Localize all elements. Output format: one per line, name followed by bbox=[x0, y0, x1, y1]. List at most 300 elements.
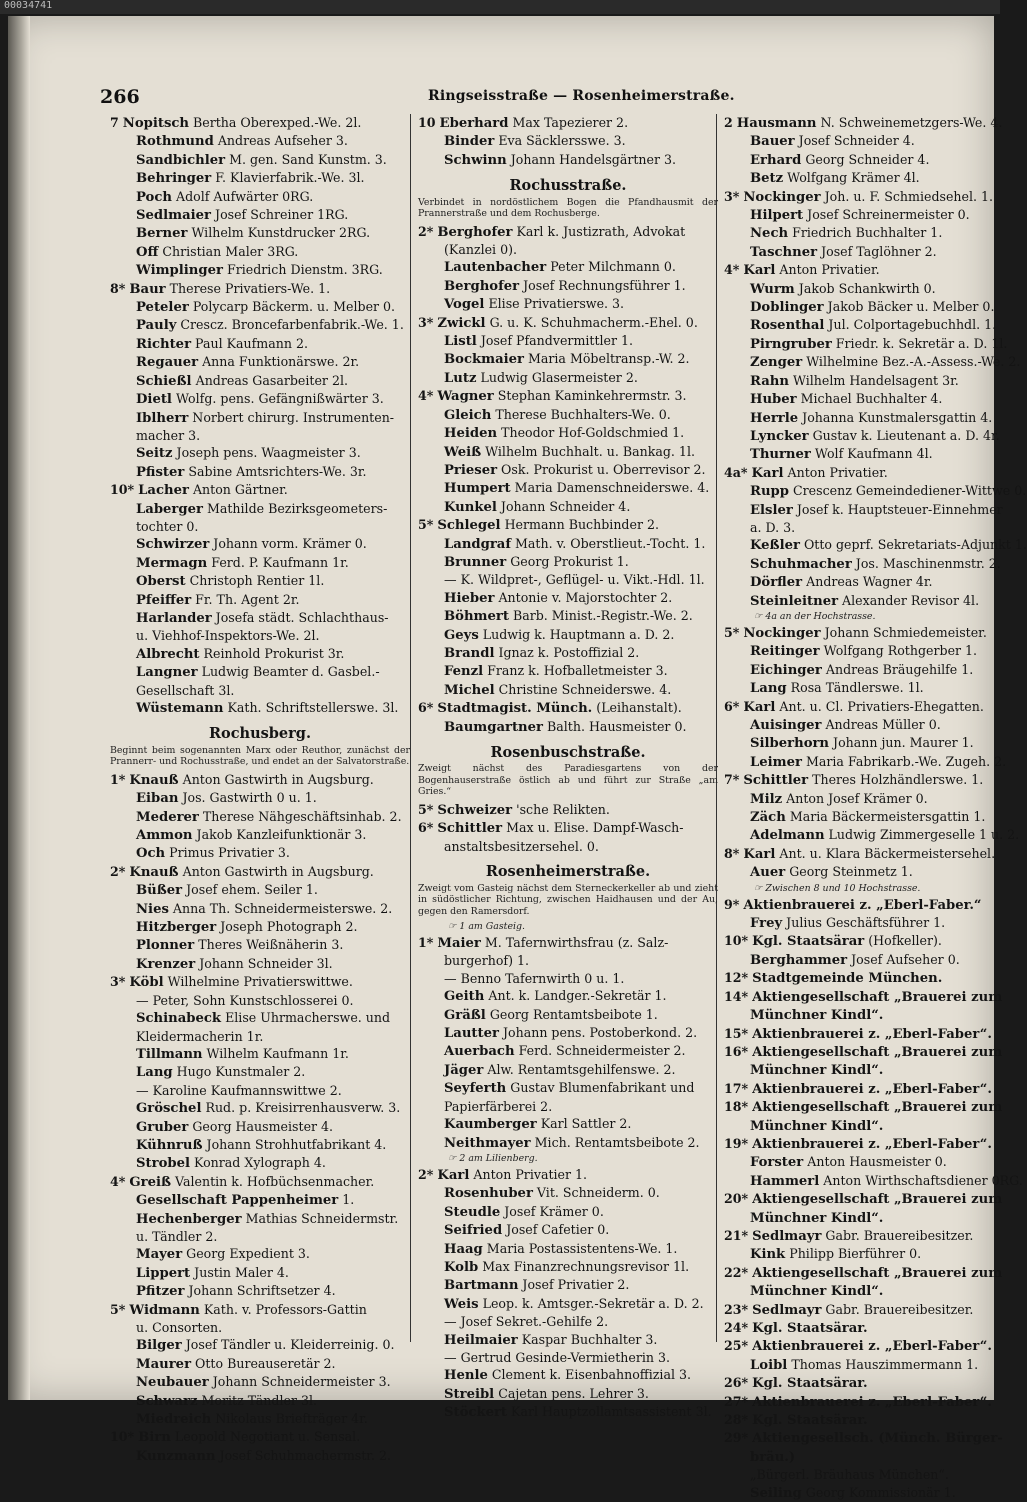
resident-details: Georg Hausmeister 4. bbox=[192, 1118, 334, 1134]
resident-entry bbox=[418, 681, 718, 699]
resident-entry bbox=[724, 826, 1020, 844]
resident-entry bbox=[724, 372, 1000, 390]
resident-entry bbox=[724, 1043, 1003, 1061]
resident-entry bbox=[110, 1028, 410, 1045]
house-number: 10* bbox=[110, 1429, 135, 1445]
resident-name: Landgraf bbox=[444, 536, 512, 552]
resident-name: Pfister bbox=[136, 464, 185, 480]
resident-details: Anton Josef Krämer 0. bbox=[786, 790, 928, 806]
resident-name: Peteler bbox=[136, 300, 189, 316]
resident-entry bbox=[724, 132, 1000, 150]
resident-entry bbox=[110, 132, 410, 150]
resident-details: a. D. 3. bbox=[750, 519, 796, 535]
resident-name: Behringer bbox=[136, 171, 212, 187]
resident-entry bbox=[418, 589, 718, 607]
resident-name: Michel bbox=[444, 682, 495, 698]
resident-name: Nech bbox=[750, 226, 789, 242]
resident-entry bbox=[110, 188, 410, 206]
resident-name: Geys bbox=[444, 627, 479, 643]
resident-entry bbox=[110, 335, 410, 353]
resident-name: Huber bbox=[750, 392, 797, 408]
resident-details: Franz k. Hofballetmeister 3. bbox=[487, 663, 668, 679]
house-number: 6* bbox=[418, 820, 434, 836]
resident-entry bbox=[110, 682, 410, 699]
resident-details: Karl k. Justizrath, Advokat bbox=[516, 223, 686, 239]
resident-entry bbox=[110, 955, 410, 973]
resident-entry bbox=[724, 1282, 1000, 1300]
resident-details: Leop. k. Amtsger.-Sekretär a. D. 2. bbox=[482, 1295, 704, 1311]
resident-name: Hechenberger bbox=[136, 1211, 242, 1227]
resident-entry bbox=[724, 642, 1000, 660]
resident-details: Jakob Kanzleifunktionär 3. bbox=[196, 827, 367, 843]
resident-name: Stadtgemeinde München. bbox=[752, 971, 943, 987]
resident-entry bbox=[110, 1282, 410, 1300]
resident-name: Thurner bbox=[750, 447, 811, 463]
resident-details: Maria Bäckermeistersgattin 1. bbox=[789, 809, 986, 825]
resident-details: Kaspar Buchhalter 3. bbox=[521, 1331, 658, 1347]
resident-details: Alexander Revisor 4l. bbox=[842, 592, 980, 608]
resident-entry bbox=[418, 223, 718, 241]
resident-name: Knauß bbox=[129, 772, 179, 788]
resident-name: Maurer bbox=[136, 1356, 192, 1372]
resident-name: Elsler bbox=[750, 502, 793, 518]
resident-entry bbox=[110, 808, 410, 826]
resident-name: Seitz bbox=[136, 446, 173, 462]
resident-details: Josef Rechnungsführer 1. bbox=[523, 277, 686, 293]
resident-details: Ludwig Glasermeister 2. bbox=[480, 369, 638, 385]
resident-entry bbox=[418, 1024, 718, 1042]
resident-name: Off bbox=[136, 244, 159, 260]
street-description: Verbindet in nordöstlichem Bogen die Pfandhausmit der Prannerstraße und dem Rochusberge. bbox=[418, 196, 718, 220]
resident-details: Antonie v. Majorstochter 2. bbox=[498, 589, 673, 605]
resident-details: Otto Bureauseretär 2. bbox=[195, 1355, 336, 1371]
resident-name: Schlegel bbox=[437, 518, 501, 534]
resident-entry bbox=[110, 1245, 410, 1263]
resident-entry bbox=[110, 826, 410, 844]
resident-entry bbox=[110, 881, 410, 899]
resident-entry bbox=[418, 1042, 718, 1060]
resident-entry bbox=[724, 1411, 1000, 1429]
resident-details: u. Tändler 2. bbox=[136, 1228, 218, 1244]
resident-details: Georg Kommissionär 1. bbox=[805, 1484, 956, 1500]
house-number: 21* bbox=[724, 1227, 749, 1243]
resident-name: Brunner bbox=[444, 554, 507, 570]
resident-name: Langner bbox=[136, 665, 198, 681]
resident-name: Brandl bbox=[444, 645, 495, 661]
resident-details: Josef Privatier 2. bbox=[522, 1277, 630, 1293]
resident-details: Ludwig k. Hauptmann a. D. 2. bbox=[482, 626, 675, 642]
resident-name: Aktiengesellsch. (Münch. Bürger- bbox=[752, 1431, 1003, 1447]
resident-details: Maria Fabrikarb.-We. Zugeh. 2. bbox=[805, 753, 1007, 769]
resident-name: Rahn bbox=[750, 373, 789, 389]
resident-entry bbox=[418, 1098, 718, 1115]
resident-details: Wilhelm Kunstdrucker 2RG. bbox=[191, 225, 371, 241]
resident-name: Seifried bbox=[444, 1223, 503, 1239]
house-number: 7 bbox=[110, 115, 119, 130]
resident-entry bbox=[418, 114, 718, 132]
resident-details: Josef Aufseher 0. bbox=[851, 951, 960, 967]
resident-name: Rosenhuber bbox=[444, 1186, 533, 1202]
resident-name: Aktienbrauerei z. „Eberl-Faber.“ bbox=[743, 897, 982, 913]
location-marker: ☞ 4a an der Hochstrasse. bbox=[754, 610, 876, 622]
resident-name: Aktienbrauerei z. „Eberl-Faber“. bbox=[752, 1026, 992, 1042]
resident-entry bbox=[418, 132, 718, 150]
resident-details: Josef k. Hauptsteuer-Einnehmer bbox=[796, 501, 1003, 517]
resident-details: Jakob Bäcker u. Melber 0. bbox=[827, 299, 995, 315]
resident-details: Polycarp Bäckerm. u. Melber 0. bbox=[192, 299, 396, 315]
resident-details: Elise Uhrmacherswe. und bbox=[225, 1010, 391, 1026]
resident-entry bbox=[724, 716, 1000, 734]
resident-name: Frey bbox=[750, 916, 783, 932]
resident-name: Lutz bbox=[444, 370, 477, 386]
resident-details: Max u. Elise. Dampf-Wasch- bbox=[506, 820, 684, 836]
resident-entry bbox=[110, 463, 410, 481]
resident-entry bbox=[418, 479, 718, 497]
resident-name: Auisinger bbox=[750, 718, 822, 733]
resident-name: bräu.) bbox=[750, 1449, 796, 1465]
resident-name: Aktiengesellschaft „Brauerei zum bbox=[752, 1192, 1003, 1208]
resident-details: Justin Maler 4. bbox=[194, 1264, 289, 1280]
resident-entry bbox=[418, 1184, 718, 1202]
resident-entry bbox=[110, 481, 410, 499]
resident-entry bbox=[724, 771, 1000, 789]
resident-details: Anton Privatier. bbox=[787, 464, 888, 480]
resident-name: Schuhmacher bbox=[750, 556, 852, 572]
resident-details: Josef Schneider 4. bbox=[798, 133, 915, 149]
resident-name: Aktiengesellschaft „Brauerei zum bbox=[752, 1265, 1003, 1281]
resident-name: Seyferth bbox=[444, 1081, 507, 1097]
resident-name: Pfitzer bbox=[136, 1284, 185, 1300]
resident-name: Rothmund bbox=[136, 134, 214, 150]
resident-details: Christian Maler 3RG. bbox=[162, 243, 299, 259]
resident-name: Gröschel bbox=[136, 1101, 202, 1117]
resident-name: Hausmann bbox=[736, 116, 817, 131]
resident-entry bbox=[110, 663, 410, 681]
resident-name: Baumgartner bbox=[444, 719, 543, 735]
resident-entry bbox=[724, 464, 1000, 482]
house-number: 2* bbox=[418, 1166, 434, 1182]
resident-entry bbox=[418, 607, 718, 625]
resident-entry bbox=[724, 501, 1003, 519]
resident-name: Binder bbox=[444, 134, 495, 150]
resident-name: Albrecht bbox=[136, 646, 200, 662]
resident-name: Bartmann bbox=[444, 1278, 519, 1294]
house-number: 4* bbox=[724, 262, 740, 278]
resident-details: Maria Damenschneiderswe. 4. bbox=[514, 480, 710, 496]
resident-entry bbox=[724, 624, 1000, 642]
resident-name: Lippert bbox=[136, 1265, 191, 1281]
resident-name: Stadtmagist. Münch. bbox=[437, 701, 593, 717]
house-number: 14* bbox=[724, 988, 749, 1004]
resident-entry bbox=[110, 535, 410, 553]
resident-details: Ant. u. Klara Bäckermeistersehel. bbox=[779, 845, 996, 861]
resident-entry bbox=[110, 627, 410, 644]
resident-details: Jul. Colportagebuchhdl. 1. bbox=[828, 317, 997, 333]
resident-details: Gesellschaft 3l. bbox=[136, 682, 235, 698]
running-head: Ringseisstraße — Rosenheimerstraße. bbox=[428, 88, 735, 104]
resident-name: Aktiengesellschaft „Brauerei zum bbox=[752, 1044, 1003, 1060]
resident-name: Münchner Kindl“. bbox=[750, 1008, 884, 1024]
house-number: 10* bbox=[110, 482, 135, 498]
resident-entry bbox=[724, 1319, 1000, 1337]
resident-entry bbox=[110, 973, 410, 991]
resident-details: Andreas Wagner 4r. bbox=[806, 574, 933, 590]
resident-name: Strobel bbox=[136, 1156, 190, 1172]
resident-entry bbox=[110, 500, 410, 518]
resident-entry bbox=[724, 1135, 1000, 1153]
resident-name: Zwickl bbox=[437, 315, 486, 331]
resident-name: Steudle bbox=[444, 1204, 501, 1220]
resident-name: Heiden bbox=[444, 426, 498, 442]
resident-details: Bertha Oberexped.-We. 2l. bbox=[193, 115, 362, 130]
resident-entry bbox=[724, 951, 1000, 969]
resident-name: Poch bbox=[136, 189, 172, 205]
resident-details: (Leihanstalt). bbox=[596, 700, 682, 716]
resident-details: burgerhof) 1. bbox=[444, 953, 530, 969]
resident-entry bbox=[418, 699, 718, 717]
location-marker: ☞ 1 am Gasteig. bbox=[448, 921, 525, 933]
resident-entry bbox=[724, 188, 1000, 206]
resident-name: Birn bbox=[138, 1430, 171, 1446]
resident-details: Eva Säcklersswe. 3. bbox=[498, 133, 626, 149]
resident-name: Vogel bbox=[444, 297, 485, 313]
resident-name: Iblherr bbox=[136, 410, 189, 426]
resident-name: Kgl. Staatsärar. bbox=[752, 1321, 868, 1336]
resident-details: anstaltsbesitzersehel. 0. bbox=[444, 838, 599, 854]
location-marker: ☞ Zwischen 8 und 10 Hochstrasse. bbox=[754, 882, 921, 894]
resident-name: Hieber bbox=[444, 590, 495, 606]
resident-name: Aktienbrauerei z. „Eberl-Faber“. bbox=[752, 1394, 992, 1410]
resident-name: Kühnruß bbox=[136, 1137, 203, 1153]
resident-details: Anton Privatier 1. bbox=[473, 1166, 588, 1182]
resident-details: Josef Taglöhner 2. bbox=[821, 243, 937, 259]
resident-entry bbox=[724, 1117, 1000, 1135]
resident-entry bbox=[724, 1356, 1000, 1374]
resident-entry bbox=[418, 553, 718, 571]
resident-entry bbox=[418, 1006, 718, 1024]
resident-entry bbox=[110, 1154, 410, 1172]
resident-details: Hermann Buchbinder 2. bbox=[504, 517, 659, 533]
resident-details: Friedr. k. Sekretär a. D. 1l. bbox=[835, 335, 1008, 351]
resident-name: Nockinger bbox=[743, 189, 821, 205]
resident-details: Michael Buchhalter 4. bbox=[800, 391, 943, 407]
resident-details: Anton Hausmeister 0. bbox=[807, 1154, 947, 1170]
resident-entry bbox=[418, 443, 718, 461]
resident-name: Mermagn bbox=[136, 555, 208, 571]
resident-entry bbox=[724, 427, 1000, 445]
resident-name: Reitinger bbox=[750, 644, 820, 660]
street-heading: Rosenheimerstraße. bbox=[485, 863, 651, 881]
house-number: 23* bbox=[724, 1301, 749, 1317]
resident-details: Vit. Schneiderm. 0. bbox=[536, 1185, 660, 1201]
resident-entry bbox=[724, 206, 1000, 224]
house-number: 2 bbox=[724, 115, 733, 130]
resident-details: Alw. Rentamtsgehilfenswe. 2. bbox=[487, 1061, 676, 1077]
resident-details: Jos. Maschinenmstr. 2. bbox=[855, 555, 1001, 571]
resident-entry bbox=[418, 1403, 718, 1421]
resident-name: Nies bbox=[136, 901, 169, 917]
resident-entry bbox=[418, 644, 718, 662]
resident-details: Johann Schriftsetzer 4. bbox=[188, 1283, 336, 1299]
resident-entry bbox=[724, 1393, 1000, 1411]
house-number: 6* bbox=[724, 698, 740, 714]
resident-name: Henle bbox=[444, 1368, 488, 1384]
house-number: 4a* bbox=[724, 464, 748, 480]
resident-details: Wolfgang Krämer 4l. bbox=[787, 170, 920, 186]
resident-details: Ludwig Zimmergeselle 1 u. 2. bbox=[828, 827, 1020, 843]
resident-details: Christoph Rentier 1l. bbox=[189, 573, 325, 589]
resident-name: Kunkel bbox=[444, 499, 497, 515]
house-number: 5* bbox=[418, 517, 434, 533]
street-heading: Rosenbuschstraße. bbox=[490, 744, 646, 761]
resident-details: Andreas Bräugehilfe 1. bbox=[825, 661, 974, 677]
resident-details: Primus Privatier 3. bbox=[169, 845, 290, 861]
resident-name: Nopitsch bbox=[122, 116, 189, 131]
resident-details: Max Tapezierer 2. bbox=[512, 115, 629, 130]
resident-details: Wilhelmine Privatierswittwe. bbox=[167, 974, 353, 990]
resident-details: Kleidermacherin 1r. bbox=[136, 1028, 264, 1044]
house-number: 5* bbox=[110, 1301, 126, 1317]
resident-entry bbox=[724, 519, 1000, 536]
resident-entry bbox=[110, 243, 410, 261]
resident-entry bbox=[724, 1190, 1003, 1208]
resident-entry bbox=[418, 406, 718, 424]
resident-name: Sedlmayr bbox=[752, 1302, 822, 1318]
resident-entry bbox=[724, 445, 1000, 463]
resident-entry bbox=[724, 753, 1007, 771]
street-heading: Rochusberg. bbox=[209, 725, 311, 743]
resident-details: Mich. Rentamtsbeibote 2. bbox=[534, 1134, 700, 1150]
resident-details: u. Consorten. bbox=[136, 1320, 223, 1335]
resident-entry bbox=[110, 591, 410, 609]
resident-name: Milz bbox=[750, 791, 783, 807]
resident-details: Wilhelm Buchhalt. u. Bankag. 1l. bbox=[485, 443, 695, 459]
house-number: 22* bbox=[724, 1264, 749, 1280]
resident-details: Therese Privatiers-We. 1. bbox=[169, 280, 331, 296]
resident-name: Kgl. Staatsärar. bbox=[752, 1413, 868, 1429]
resident-details: Jakob Schankwirth 0. bbox=[798, 280, 936, 296]
resident-details: Andreas Müller 0. bbox=[825, 717, 941, 732]
resident-entry bbox=[724, 482, 1027, 500]
resident-entry bbox=[110, 863, 410, 881]
resident-details: — Gertrud Gesinde-Vermietherin 3. bbox=[444, 1349, 670, 1365]
resident-entry bbox=[724, 988, 1003, 1006]
resident-entry bbox=[110, 1191, 410, 1209]
resident-entry bbox=[110, 518, 410, 535]
resident-entry bbox=[418, 241, 718, 258]
resident-entry bbox=[110, 1082, 410, 1099]
resident-name: Bockmaier bbox=[444, 352, 524, 368]
resident-name: Mederer bbox=[136, 809, 199, 825]
resident-name: Widmann bbox=[129, 1302, 200, 1318]
resident-entry bbox=[110, 936, 410, 954]
resident-entry bbox=[418, 369, 718, 387]
resident-name: Oberst bbox=[136, 574, 186, 590]
resident-entry bbox=[418, 934, 718, 952]
resident-name: Schittler bbox=[743, 773, 809, 789]
resident-entry bbox=[724, 808, 1000, 826]
resident-name: Leimer bbox=[750, 754, 802, 770]
resident-details: Anna Funktionärswe. 2r. bbox=[202, 354, 360, 370]
resident-entry bbox=[724, 335, 1008, 353]
resident-entry bbox=[418, 718, 718, 736]
resident-name: Büßer bbox=[136, 883, 183, 899]
resident-details: Josef Krämer 0. bbox=[504, 1203, 604, 1219]
resident-details: Wolfg. pens. Gefängnißwärter 3. bbox=[175, 391, 384, 407]
resident-entry bbox=[110, 169, 410, 187]
resident-name: Rupp bbox=[750, 484, 789, 500]
resident-entry bbox=[724, 169, 1000, 187]
resident-name: Regauer bbox=[136, 355, 199, 371]
resident-details: (Kanzlei 0). bbox=[444, 242, 518, 258]
resident-name: Eiban bbox=[136, 791, 179, 807]
resident-details: Therese Buchhalters-We. 0. bbox=[495, 406, 671, 422]
resident-name: Eichinger bbox=[750, 662, 822, 678]
resident-details: Georg Expedient 3. bbox=[186, 1246, 310, 1262]
resident-entry bbox=[418, 987, 718, 1005]
resident-name: Rosenthal bbox=[750, 318, 825, 334]
resident-entry bbox=[724, 280, 1000, 298]
resident-name: Kaumberger bbox=[444, 1117, 537, 1133]
resident-name: Prieser bbox=[444, 462, 498, 478]
resident-details: Christine Schneiderswe. 4. bbox=[498, 681, 672, 697]
resident-details: u. Viehhof-Inspektors-We. 2l. bbox=[136, 628, 320, 644]
resident-name: Schwirzer bbox=[136, 537, 210, 553]
resident-name: Aktiengesellschaft „Brauerei zum bbox=[752, 1100, 1003, 1116]
resident-entry bbox=[110, 609, 410, 627]
location-marker: ☞ 2 am Lilienberg. bbox=[448, 1152, 538, 1164]
resident-entry bbox=[724, 1466, 1000, 1483]
resident-details: Osk. Prokurist u. Oberrevisor 2. bbox=[501, 461, 706, 477]
resident-entry bbox=[110, 918, 410, 936]
scan-id-strip bbox=[0, 0, 1000, 14]
resident-entry bbox=[724, 536, 1027, 554]
resident-entry bbox=[110, 1319, 410, 1336]
resident-entry bbox=[110, 1063, 410, 1081]
resident-details: Anton Gärtner. bbox=[192, 482, 288, 498]
house-number: 25* bbox=[724, 1338, 749, 1354]
resident-entry bbox=[418, 1313, 718, 1330]
resident-entry bbox=[724, 1337, 1000, 1355]
resident-name: Wimplinger bbox=[136, 263, 223, 279]
resident-name: Neithmayer bbox=[444, 1135, 531, 1151]
house-number: 10* bbox=[724, 933, 749, 949]
resident-entry bbox=[110, 372, 410, 390]
resident-name: Adelmann bbox=[750, 828, 825, 844]
house-number: 10 bbox=[418, 115, 436, 130]
resident-name: Schwarz bbox=[136, 1393, 198, 1409]
house-number: 26* bbox=[724, 1375, 749, 1391]
resident-entry bbox=[724, 1080, 1000, 1098]
resident-name: Auerbach bbox=[444, 1044, 515, 1060]
resident-details: Josef Pfandvermittler 1. bbox=[480, 333, 634, 349]
resident-entry bbox=[724, 409, 1000, 427]
house-number: 6* bbox=[418, 700, 434, 716]
resident-name: Bilger bbox=[136, 1338, 182, 1354]
resident-details: Anton Privatier. bbox=[779, 262, 880, 278]
resident-details: Stephan Kaminkehrermstr. 3. bbox=[497, 388, 687, 404]
resident-entry bbox=[110, 316, 410, 334]
resident-name: Sandbichler bbox=[136, 152, 226, 168]
resident-details: Barb. Minist.-Registr.-We. 2. bbox=[512, 608, 693, 624]
resident-details: Kath. v. Professors-Gattin bbox=[203, 1301, 367, 1317]
resident-entry bbox=[724, 1061, 1000, 1079]
resident-name: Kink bbox=[750, 1247, 786, 1263]
resident-entry bbox=[418, 626, 718, 644]
resident-details: Ferd. P. Kaufmann 1r. bbox=[211, 554, 349, 570]
resident-entry bbox=[110, 1355, 410, 1373]
directory-page bbox=[8, 16, 1027, 1501]
